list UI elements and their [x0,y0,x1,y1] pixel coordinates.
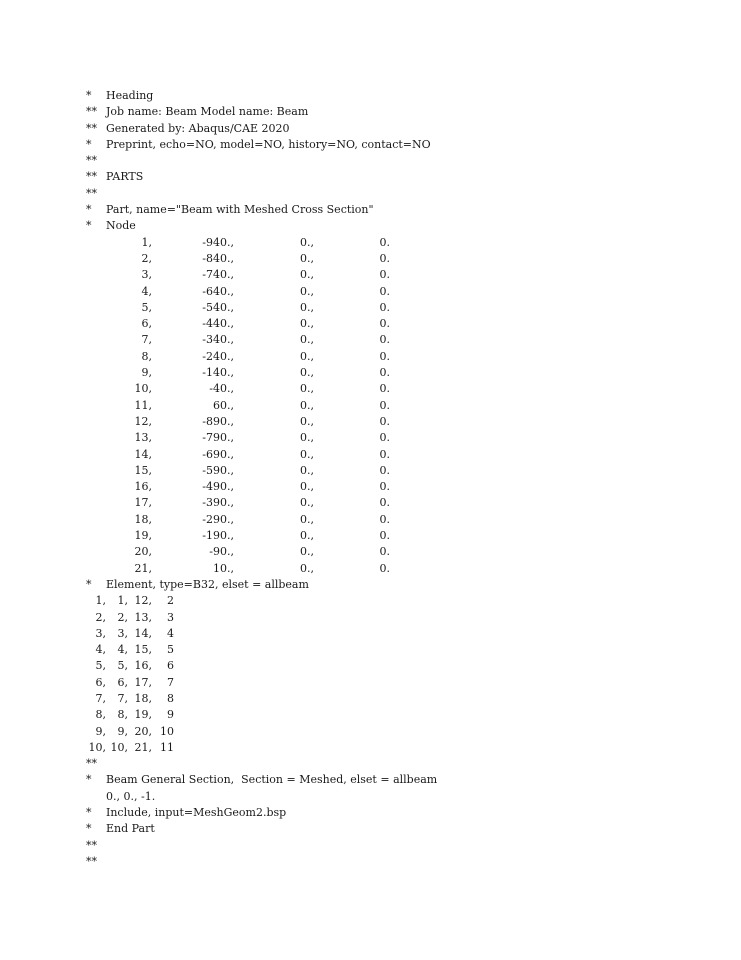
node-row [86,381,706,397]
node-id: 7, [141,333,152,347]
node-row [86,267,706,283]
node-id: 12, [134,414,152,428]
node-id: 18, [134,512,152,526]
node-id: 4, [141,284,152,298]
node-y: 0., [300,545,314,559]
keyword-text: 0., 0., -1. [106,789,156,803]
footer-line [86,838,706,854]
element-id: 7, [95,691,106,705]
node-x: -90., [209,545,234,559]
node-row [86,528,706,544]
node-id: 6, [141,317,152,331]
node-row [86,235,706,251]
keyword-marker: ** [86,757,97,771]
node-z: 0. [379,431,390,445]
node-y: 0., [300,300,314,314]
header-line [86,186,706,202]
node-z: 0. [379,317,390,331]
node-row [86,251,706,267]
node-z: 0. [379,251,390,265]
node-x: -790., [202,431,234,445]
element-row [86,626,706,642]
node-x: -240., [202,349,234,363]
element-id: 5, [95,659,106,673]
node-y: 0., [300,463,314,477]
element-row [86,675,706,691]
footer-line [86,805,706,821]
keyword-marker: * [86,822,92,836]
node-y: 0., [300,366,314,380]
node-row [86,512,706,528]
node-row [86,284,706,300]
element-node-2: 20, [134,724,152,738]
element-row [86,707,706,723]
element-id: 8, [95,708,106,722]
footer-line [86,789,706,805]
footer-section [86,756,706,870]
keyword-text: Include, input=MeshGeom2.bsp [106,806,287,820]
node-y: 0., [300,561,314,575]
keyword-marker: ** [86,105,97,119]
element-node-1: 10, [110,740,128,754]
node-z: 0. [379,561,390,575]
node-x: -540., [202,300,234,314]
node-z: 0. [379,545,390,559]
node-y: 0., [300,431,314,445]
footer-line [86,772,706,788]
node-id: 11, [134,398,152,412]
node-id: 5, [141,300,152,314]
element-keyword-line [86,577,706,593]
element-node-2: 12, [134,594,152,608]
node-y: 0., [300,382,314,396]
keyword-marker: * [86,773,92,787]
node-x: -440., [202,317,234,331]
keyword-text: Preprint, echo=NO, model=NO, history=NO, contact=NO [106,137,431,151]
node-y: 0., [300,529,314,543]
node-id: 13, [134,431,152,445]
element-node-3: 10 [160,724,174,738]
keyword-text: Heading [106,89,154,102]
node-x: -640., [202,284,234,298]
node-row [86,332,706,348]
element-id: 3, [95,626,106,640]
node-id: 8, [141,349,152,363]
element-row [86,610,706,626]
element-node-1: 3, [117,626,128,640]
header-section [86,88,706,235]
node-row [86,414,706,430]
element-id: 2, [95,610,106,624]
node-row [86,430,706,446]
node-row [86,365,706,381]
element-id: 10, [88,740,106,754]
element-row [86,593,706,609]
element-node-3: 7 [167,675,174,689]
keyword-marker: * [86,806,92,820]
node-z: 0. [379,529,390,543]
node-x: -40., [209,382,234,396]
element-node-3: 11 [160,740,174,754]
keyword-marker: * [86,89,92,102]
element-node-1: 9, [117,724,128,738]
element-node-3: 5 [167,643,174,657]
node-x: -390., [202,496,234,510]
node-row [86,398,706,414]
node-y: 0., [300,398,314,412]
node-y: 0., [300,414,314,428]
node-x: -140., [202,366,234,380]
element-node-2: 13, [134,610,152,624]
node-z: 0. [379,382,390,396]
node-id: 3, [141,268,152,282]
node-id: 2, [141,251,152,265]
node-x: -490., [202,480,234,494]
node-y: 0., [300,333,314,347]
keyword-marker: * [86,219,92,233]
element-node-3: 2 [167,594,174,608]
node-row [86,544,706,560]
node-id: 17, [134,496,152,510]
header-line [86,153,706,169]
element-row [86,740,706,756]
element-node-3: 8 [167,691,174,705]
node-z: 0. [379,463,390,477]
element-node-1: 8, [117,708,128,722]
keyword-marker: ** [86,838,97,852]
header-line [86,137,706,153]
element-node-2: 21, [134,740,152,754]
node-z: 0. [379,480,390,494]
element-node-3: 3 [167,610,174,624]
node-id: 16, [134,480,152,494]
node-row [86,463,706,479]
node-y: 0., [300,512,314,526]
element-node-1: 2, [117,610,128,624]
keyword-text: PARTS [106,170,144,184]
node-z: 0. [379,300,390,314]
node-z: 0. [379,235,390,249]
element-table [86,593,706,756]
keyword-marker: * [86,137,92,151]
node-x: -740., [202,268,234,282]
element-row [86,642,706,658]
node-y: 0., [300,480,314,494]
input-file-listing [86,88,706,870]
node-x: -890., [202,414,234,428]
node-row [86,316,706,332]
node-y: 0., [300,268,314,282]
element-node-3: 6 [167,659,174,673]
header-line [86,88,706,104]
node-row [86,561,706,577]
node-x: -290., [202,512,234,526]
node-id: 15, [134,463,152,477]
element-row [86,724,706,740]
node-y: 0., [300,284,314,298]
header-line [86,169,706,185]
footer-line [86,854,706,870]
footer-line [86,756,706,772]
node-z: 0. [379,512,390,526]
node-x: -340., [202,333,234,347]
element-node-1: 1, [117,594,128,608]
element-node-2: 16, [134,659,152,673]
node-z: 0. [379,268,390,282]
node-x: -690., [202,447,234,461]
element-node-2: 14, [134,626,152,640]
header-line [86,218,706,234]
node-y: 0., [300,447,314,461]
keyword-text: Job name: Beam Model name: Beam [106,105,309,119]
node-row [86,479,706,495]
node-z: 0. [379,447,390,461]
node-x: 10., [213,561,234,575]
keyword-text: Beam General Section, Section = Meshed, elset = allbeam [106,773,438,787]
keyword-text: End Part [106,822,155,836]
keyword-text: Node [106,219,136,233]
node-x: 60., [213,398,234,412]
node-y: 0., [300,496,314,510]
node-y: 0., [300,349,314,363]
keyword-marker: ** [86,121,97,135]
node-x: -840., [202,251,234,265]
node-id: 10, [134,382,152,396]
element-node-1: 7, [117,691,128,705]
node-z: 0. [379,496,390,510]
element-node-1: 4, [117,643,128,657]
keyword-marker: * [86,577,92,591]
footer-line [86,821,706,837]
element-node-2: 15, [134,643,152,657]
element-id: 6, [95,675,106,689]
node-id: 14, [134,447,152,461]
node-y: 0., [300,235,314,249]
node-table [86,235,706,577]
element-row [86,691,706,707]
node-row [86,349,706,365]
element-node-2: 17, [134,675,152,689]
element-row [86,658,706,674]
keyword-marker: ** [86,854,97,868]
element-node-3: 4 [167,626,174,640]
keyword-text: Generated by: Abaqus/CAE 2020 [106,121,290,135]
element-node-1: 6, [117,675,128,689]
keyword-marker: ** [86,170,97,184]
node-z: 0. [379,349,390,363]
element-node-3: 9 [167,708,174,722]
keyword-text: Element, type=B32, elset = allbeam [106,577,309,591]
element-node-2: 18, [134,691,152,705]
node-z: 0. [379,284,390,298]
node-id: 20, [134,545,152,559]
node-x: -190., [202,529,234,543]
node-id: 1, [141,235,152,249]
keyword-marker: ** [86,154,97,168]
node-x: -590., [202,463,234,477]
node-z: 0. [379,366,390,380]
node-z: 0. [379,333,390,347]
header-line [86,121,706,137]
node-x: -940., [202,235,234,249]
element-node-2: 19, [134,708,152,722]
element-header-line [86,577,706,593]
keyword-marker: * [86,203,92,217]
node-z: 0. [379,414,390,428]
keyword-text: Part, name="Beam with Meshed Cross Section" [106,203,374,217]
node-y: 0., [300,317,314,331]
element-id: 1, [95,594,106,608]
node-z: 0. [379,398,390,412]
node-row [86,300,706,316]
header-line [86,202,706,218]
element-node-1: 5, [117,659,128,673]
node-id: 9, [141,366,152,380]
node-id: 21, [134,561,152,575]
node-row [86,447,706,463]
keyword-marker: ** [86,186,97,200]
node-row [86,495,706,511]
element-id: 9, [95,724,106,738]
header-line [86,104,706,120]
node-y: 0., [300,251,314,265]
element-id: 4, [95,643,106,657]
node-id: 19, [134,529,152,543]
